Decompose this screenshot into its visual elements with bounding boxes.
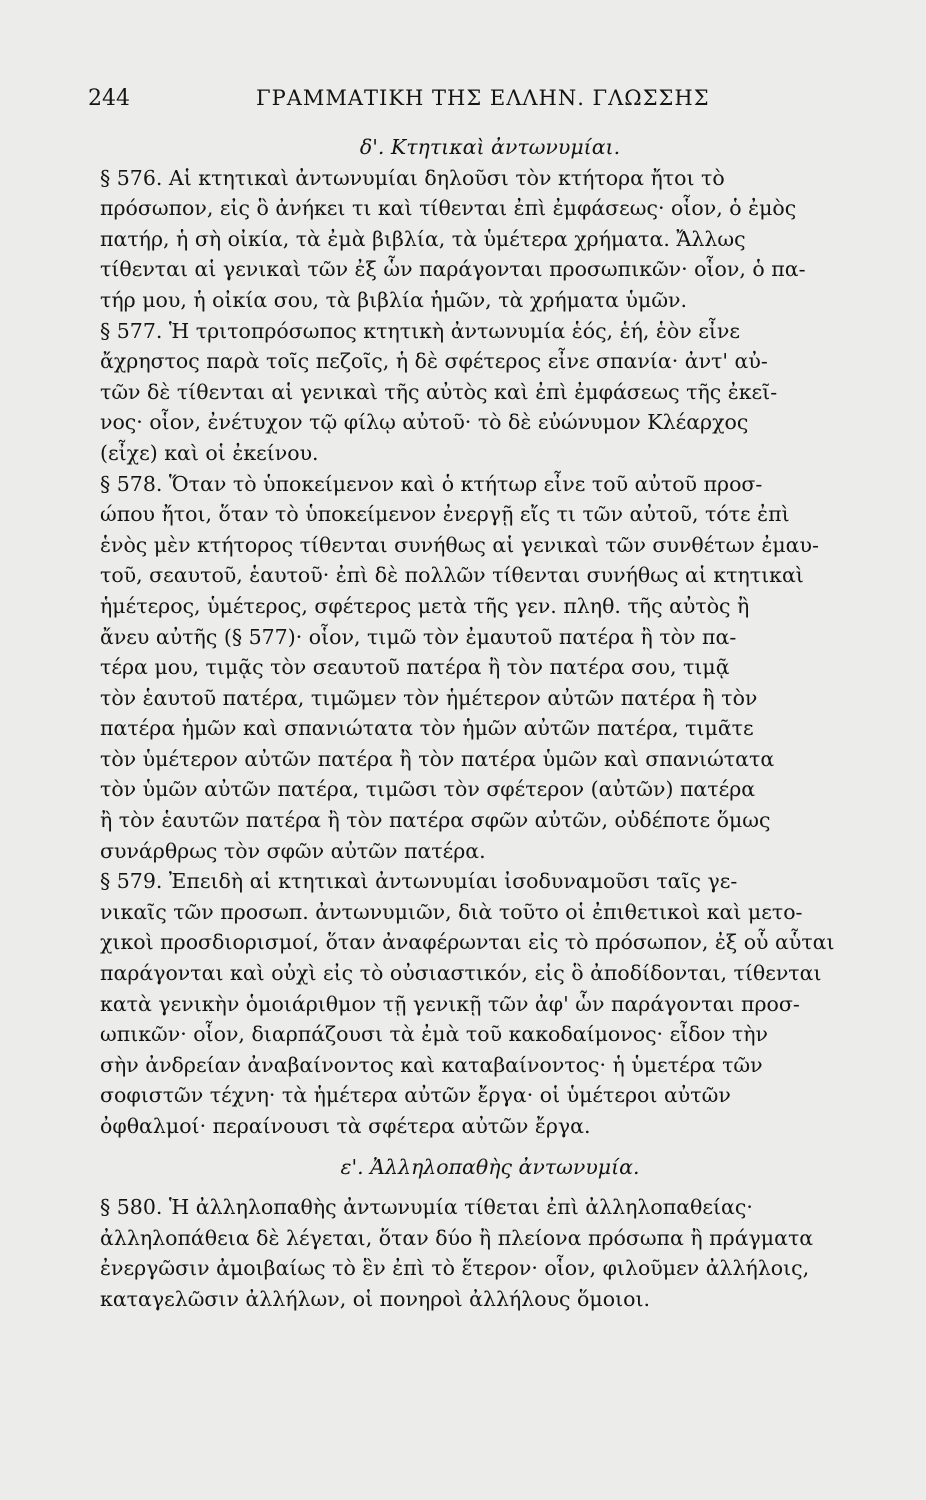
text-line: συνάρθρως τὸν σφῶν αὐτῶν πατέρα. <box>100 838 486 863</box>
text-line: ωπικῶν· οἷον, διαρπάζουσι τὰ ἐμὰ τοῦ κακοδαίμονος· εἶδον τὴν <box>100 1022 768 1047</box>
section-spacer <box>100 1182 880 1192</box>
text-line: ἐνεργῶσιν ἀμοιβαίως τὸ ἓν ἐπὶ τὸ ἕτερον· οἷον, φιλοῦμεν ἀλλήλοις, <box>100 1256 810 1281</box>
section-heading-possessive: δ'. Κτητικαὶ ἀντωνυμίαι. <box>359 135 621 159</box>
text-line: ἀλληλοπάθεια δὲ λέγεται, ὅταν δύο ἢ πλείονα πρόσωπα ἢ πράγματα <box>100 1225 814 1250</box>
text-line: τὸν ὑμέτερον αὐτῶν πατέρα ἢ τὸν πατέρα ὑμῶν καὶ σπανιώτατα <box>100 746 775 771</box>
text-line: § 578. Ὅταν τὸ ὑποκείμενον καὶ ὁ κτήτωρ εἶνε τοῦ αὐτοῦ προσ- <box>100 471 763 496</box>
text-line: νος· οἷον, ἐνέτυχον τῷ φίλῳ αὐτοῦ· τὸ δὲ εὐώνυμον Κλέαρχος <box>100 410 749 435</box>
text-line: ἄχρηστος παρὰ τοῖς πεζοῖς, ἡ δὲ σφέτερος εἶνε σπανία· ἀντ' αὐ- <box>100 349 768 374</box>
text-line: τήρ μου, ἡ οἰκία σου, τὰ βιβλία ἡμῶν, τὰ χρήματα ὑμῶν. <box>100 287 688 312</box>
text-line: πατέρα ἡμῶν καὶ σπανιώτατα τὸν ἡμῶν αὐτῶν πατέρα, τιμᾶτε <box>100 716 754 741</box>
text-line: § 580. Ἡ ἀλληλοπαθὴς ἀντωνυμία τίθεται ἐπὶ ἀλληλοπαθείας· <box>100 1195 753 1220</box>
text-line: ὀφθαλμοί· περαίνουσι τὰ σφέτερα αὐτῶν ἔργα. <box>100 1114 591 1138</box>
text-line: (εἶχε) καὶ οἱ ἐκείνου. <box>100 440 319 465</box>
page-header <box>88 86 808 120</box>
text-line: τὸν ὑμῶν αὐτῶν πατέρα, τιμῶσι τὸν σφέτερον (αὐτῶν) πατέρα <box>100 777 756 802</box>
text-line: ἢ τὸν ἑαυτῶν πατέρα ἢ τὸν πατέρα σφῶν αὐτῶν, οὐδέποτε ὅμως <box>100 808 771 833</box>
page-number: 244 <box>88 86 130 111</box>
text-line: ἄνευ αὐτῆς (§ 577)· οἷον, τιμῶ τὸν ἐμαυτοῦ πατέρα ἢ τὸν πα- <box>100 624 737 649</box>
text-line: κατὰ γενικὴν ὁμοιάριθμον τῇ γενικῇ τῶν ἀφ' ὧν παράγονται προσ- <box>100 991 800 1016</box>
text-line: τῶν δὲ τίθενται αἱ γενικαὶ τῆς αὐτὸς καὶ ἐπὶ ἐμφάσεως τῆς ἐκεῖ- <box>100 379 778 404</box>
text-line: χικοὶ προσδιορισμοί, ὅταν ἀναφέρωνται εἰς τὸ πρόσωπον, ἐξ οὗ αὗται <box>100 930 835 955</box>
text-line: πρόσωπον, εἰς ὃ ἀνήκει τι καὶ τίθενται ἐπὶ ἐμφάσεως· οἷον, ὁ ἐμὸς <box>100 196 797 221</box>
text-line: πατήρ, ἡ σὴ οἰκία, τὰ ἐμὰ βιβλία, τὰ ὑμέτερα χρήματα. Ἄλλως <box>100 226 746 251</box>
text-line: ἡμέτερος, ὑμέτερος, σφέτερος μετὰ τῆς γεν. πληθ. τῆς αὐτὸς ἢ <box>100 593 750 618</box>
text-line: τοῦ, σεαυτοῦ, ἑαυτοῦ· ἐπὶ δὲ πολλῶν τίθενται συνήθως αἱ κτητικαὶ <box>100 563 804 588</box>
text-line: τὸν ἑαυτοῦ πατέρα, τιμῶμεν τὸν ἡμέτερον αὐτῶν πατέρα ἢ τὸν <box>100 685 758 710</box>
text-line: τίθενται αἱ γενικαὶ τῶν ἐξ ὧν παράγονται προσωπικῶν· οἷον, ὁ πα- <box>100 257 806 282</box>
text-line: σοφιστῶν τέχνη· τὰ ἡμέτερα αὐτῶν ἔργα· οἱ ὑμέτεροι αὐτῶν <box>100 1083 731 1108</box>
text-line: § 577. Ἡ τριτοπρόσωπος κτητικὴ ἀντωνυμία ἑός, ἑή, ἑὸν εἶνε <box>100 318 740 343</box>
section-heading-reciprocal: ε'. Ἀλληλοπαθὴς ἀντωνυμία. <box>340 1154 640 1179</box>
running-title: ΓΡΑΜΜΑΤΙΚΗ ΤΗΣ ΕΛΛΗΝ. ΓΛΩΣΣΗΣ <box>256 86 710 110</box>
text-line: ἑνὸς μὲν κτήτορος τίθενται συνήθως αἱ γενικαὶ τῶν συνθέτων ἐμαυ- <box>100 532 819 557</box>
section-spacer <box>100 1142 880 1152</box>
text-line: ώπου ἤτοι, ὅταν τὸ ὑποκείμενον ἐνεργῇ εἴς τι τῶν αὐτοῦ, τότε ἐπὶ <box>100 502 790 527</box>
text-line: τέρα μου, τιμᾷς τὸν σεαυτοῦ πατέρα ἢ τὸν πατέρα σου, τιμᾷ <box>100 655 730 680</box>
body-text <box>100 132 880 1315</box>
text-line: σὴν ἀνδρείαν ἀναβαίνοντος καὶ καταβαίνοντος· ἡ ὑμετέρα τῶν <box>100 1052 763 1077</box>
text-line: παράγονται καὶ οὐχὶ εἰς τὸ οὐσιαστικόν, εἰς ὃ ἀποδίδονται, τίθενται <box>100 961 822 986</box>
text-line: § 576. Αἱ κτητικαὶ ἀντωνυμίαι δηλοῦσι τὸν κτήτορα ἤτοι τὸ <box>100 165 725 190</box>
text-line: καταγελῶσιν ἀλλήλων, οἱ πονηροὶ ἀλλήλους ὅμοιοι. <box>100 1286 650 1311</box>
text-line: νικαῖς τῶν προσωπ. ἀντωνυμιῶν, διὰ τοῦτο οἱ ἐπιθετικοὶ καὶ μετο- <box>100 899 803 924</box>
text-line: § 579. Ἐπειδὴ αἱ κτητικαὶ ἀντωνυμίαι ἰσοδυναμοῦσι ταῖς γε- <box>100 869 738 894</box>
